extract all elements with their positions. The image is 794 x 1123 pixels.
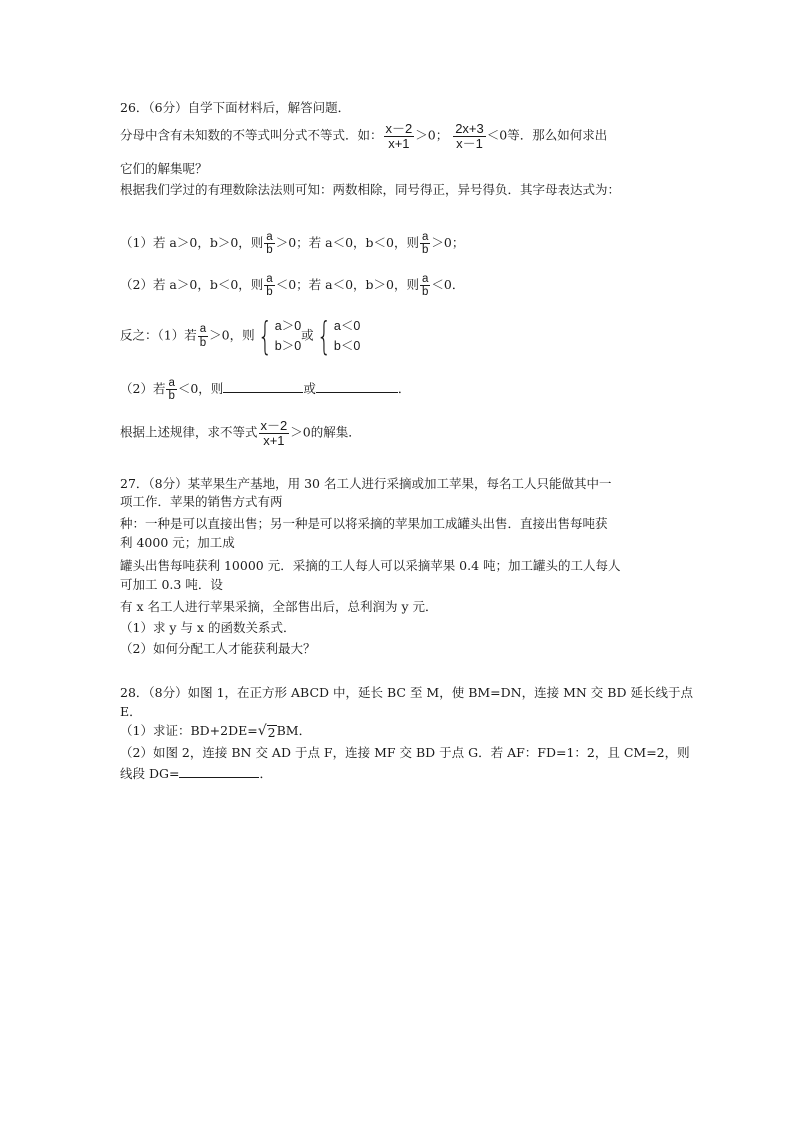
- case2-text-c: ＜0．: [431, 277, 465, 293]
- case2-text-b: ＜0；若 a＜0，b＞0，则: [275, 277, 419, 293]
- q27-line-7: 有 x 名工人进行苹果采摘，全部售出后，总利润为 y 元．: [120, 599, 438, 614]
- converse2-or: 或: [303, 381, 316, 397]
- case1-text-b: ＞0；若 a＜0，b＜0，则: [275, 235, 419, 251]
- example-fraction-1: [384, 122, 415, 150]
- system-row: a＜0: [333, 319, 361, 333]
- q26-intro-text: 分母中含有未知数的不等式叫分式不等式．如：: [120, 127, 383, 143]
- fraction-a-over-b: [264, 231, 274, 256]
- case1-text-c: ＞0；: [431, 235, 465, 251]
- fraction-denominator: x+1: [388, 135, 410, 151]
- task-fraction: [259, 419, 290, 447]
- fraction-denominator: b: [266, 244, 273, 257]
- fraction-numerator: 2x+3: [455, 121, 484, 136]
- fraction-a-over-b: [420, 231, 430, 256]
- fraction-denominator: x－1: [456, 135, 483, 151]
- q28-line-1: 28．（8分）如图 1，在正方形 ABCD 中，延长 BC 至 M，使 BM=DN，连接 MN 交 BD 延长线于点: [120, 685, 693, 700]
- q27-line-6: 可加工 0.3 吨．设: [120, 577, 223, 592]
- q26-case-2: [120, 273, 464, 298]
- answer-blank[interactable]: [179, 765, 259, 778]
- system-positive: [255, 316, 302, 356]
- fraction-numerator: x－2: [260, 418, 288, 433]
- q26-task: [120, 419, 361, 447]
- fraction-denominator: b: [199, 336, 207, 349]
- converse2-text-a: （2）若: [120, 381, 166, 397]
- q26-ex1-relation: ＞0；: [415, 127, 449, 143]
- case2-text-a: （2）若 a＞0，b＜0，则: [120, 277, 264, 293]
- q28-answer-end: ．: [259, 766, 272, 781]
- converse-text-a: 反之：（1）若: [120, 327, 197, 343]
- sqrt-2: [258, 723, 277, 739]
- fraction-a-over-b: [420, 273, 430, 298]
- answer-blank[interactable]: [223, 380, 303, 393]
- q26-intro-question: 它们的解集呢？: [120, 161, 208, 176]
- q27-line-2: 项工作．苹果的销售方式有两: [120, 494, 283, 509]
- q28-part-1: [120, 723, 311, 739]
- q26-rule: 根据我们学过的有理数除法法则可知：两数相除，同号得正，异号得负．其字母表达式为：: [120, 182, 621, 197]
- q26-converse-2: [120, 377, 410, 402]
- fraction-numerator: a: [266, 273, 273, 285]
- fraction-a-over-b: [198, 323, 208, 348]
- fraction-numerator: x－2: [385, 121, 413, 136]
- fraction-numerator: a: [422, 231, 429, 243]
- q27-line-3: 种：一种是可以直接出售；另一种是可以将采摘的苹果加工成罐头出售．直接出售每吨获: [120, 516, 608, 531]
- q28-answer-label: 线段 DG=: [120, 766, 180, 781]
- system-row: b＞0: [274, 339, 302, 353]
- system-row: a＞0: [274, 319, 302, 333]
- converse-text-b: ＞0，则: [209, 327, 255, 343]
- q26-case-1: [120, 231, 464, 256]
- q26-header: 26．（6分）自学下面材料后，解答问题．: [120, 100, 351, 115]
- fraction-denominator: b: [266, 286, 273, 299]
- q27-line-1: 27．（8分）某苹果生产基地，用 30 名工人进行采摘或加工苹果，每名工人只能做其中一: [120, 476, 612, 491]
- converse2-text-b: ＜0，则: [177, 381, 224, 397]
- left-brace-icon: {: [316, 314, 332, 358]
- q26-intro: [120, 122, 607, 150]
- q28-line-2: E．: [120, 704, 142, 719]
- converse-or: 或: [301, 327, 314, 343]
- q26-ex2-relation: ＜0等．那么如何求出: [486, 127, 608, 143]
- q28-part-2: （2）如图 2，连接 BN 交 AD 于点 F，连接 MF 交 BD 于点 G．若 AF：FD=1：2，且 CM=2，则: [120, 745, 690, 760]
- fraction-numerator: a: [168, 377, 175, 389]
- fraction-numerator: a: [199, 323, 207, 336]
- fraction-numerator: a: [422, 273, 429, 285]
- task-text-b: ＞0的解集．: [290, 424, 361, 440]
- q27-part-1: （1）求 y 与 x 的函数关系式．: [120, 620, 296, 635]
- fraction-denominator: b: [168, 390, 175, 403]
- q27-line-4: 利 4000 元；加工成: [120, 535, 235, 550]
- radicand: 2: [267, 725, 276, 740]
- system-negative: [314, 316, 361, 356]
- q26-converse-1: [120, 316, 360, 356]
- q27-part-2: （2）如何分配工人才能获利最大？: [120, 641, 316, 656]
- q27-line-5: 罐头出售每吨获利 10000 元．采摘的工人每人可以采摘苹果 0.4 吨；加工罐头的工人每人: [120, 558, 621, 573]
- task-text-a: 根据上述规律，求不等式: [120, 424, 258, 440]
- fraction-a-over-b: [166, 377, 176, 402]
- fraction-denominator: b: [422, 244, 429, 257]
- q28-part-2-answer: [120, 765, 272, 782]
- case1-text-a: （1）若 a＞0，b＞0，则: [120, 235, 264, 251]
- left-brace-icon: {: [257, 314, 272, 358]
- fraction-numerator: a: [266, 231, 273, 243]
- q28-part1-text-a: （1）求证：BD+2DE=: [120, 723, 258, 738]
- fraction-denominator: x+1: [263, 432, 285, 448]
- fraction-denominator: b: [422, 286, 429, 299]
- example-fraction-2: [453, 122, 486, 150]
- system-row: b＜0: [333, 339, 361, 353]
- q28-part1-text-b: BM．: [276, 723, 312, 738]
- converse2-end: ．: [397, 381, 411, 397]
- radical-icon: √: [257, 723, 267, 739]
- answer-blank[interactable]: [316, 380, 398, 393]
- fraction-a-over-b: [264, 273, 274, 298]
